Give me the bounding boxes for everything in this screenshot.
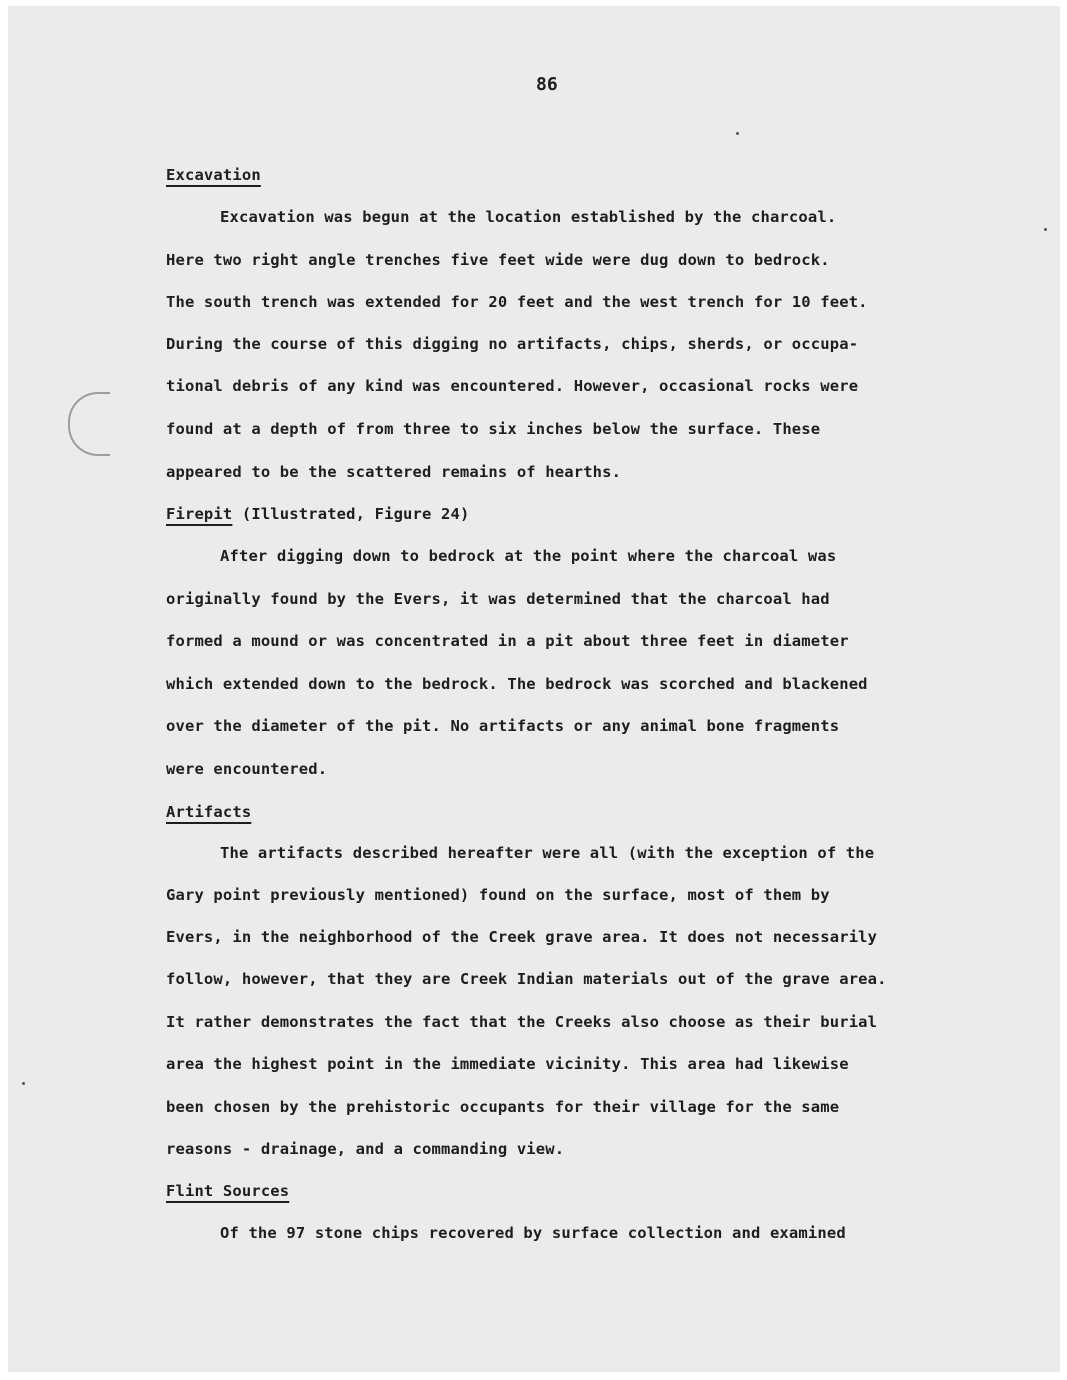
paragraph-line: originally found by the Evers, it was determined that the charcoal had xyxy=(166,590,830,608)
paragraph-line: follow, however, that they are Creek Indian materials out of the grave area. xyxy=(166,970,887,988)
heading-flint-sources: Flint Sources xyxy=(166,1182,290,1200)
paragraph-line: Here two right angle trenches five feet wide were dug down to bedrock. xyxy=(166,251,830,269)
paragraph-line: over the diameter of the pit. No artifacts or any animal bone fragments xyxy=(166,717,840,735)
paragraph-line: Evers, in the neighborhood of the Creek grave area. It does not necessarily xyxy=(166,928,878,946)
heading-firepit: Firepit xyxy=(166,505,233,523)
paragraph-line: After digging down to bedrock at the point where the charcoal was xyxy=(220,547,837,565)
paper-speck xyxy=(736,132,739,135)
figure-reference: (Illustrated, Figure 24) xyxy=(232,505,470,523)
paragraph-line: Gary point previously mentioned) found on the surface, most of them by xyxy=(166,886,830,904)
heading-artifacts: Artifacts xyxy=(166,803,252,821)
paragraph-line: Of the 97 stone chips recovered by surface collection and examined xyxy=(220,1224,846,1242)
paper-speck xyxy=(22,1082,25,1085)
paragraph-line: tional debris of any kind was encountered. However, occasional rocks were xyxy=(166,377,859,395)
paragraph-line: It rather demonstrates the fact that the Creeks also choose as their burial xyxy=(166,1013,878,1031)
paragraph-line: were encountered. xyxy=(166,760,328,778)
document-page xyxy=(8,6,1060,1372)
paragraph-line: appeared to be the scattered remains of hearths. xyxy=(166,463,622,481)
paragraph-line: found at a depth of from three to six inches below the surface. These xyxy=(166,420,821,438)
paragraph-line: been chosen by the prehistoric occupants for their village for the same xyxy=(166,1098,840,1116)
paragraph-line: The south trench was extended for 20 feet and the west trench for 10 feet. xyxy=(166,293,868,311)
paragraph-line: which extended down to the bedrock. The bedrock was scorched and blackened xyxy=(166,675,868,693)
paragraph-line: area the highest point in the immediate vicinity. This area had likewise xyxy=(166,1055,849,1073)
paragraph-line: Excavation was begun at the location established by the charcoal. xyxy=(220,208,837,226)
margin-pencil-mark xyxy=(68,392,110,456)
heading-excavation: Excavation xyxy=(166,166,261,184)
heading-firepit-line xyxy=(166,505,469,523)
paper-speck xyxy=(1044,228,1047,231)
paragraph-line: During the course of this digging no artifacts, chips, sherds, or occupa- xyxy=(166,335,859,353)
paragraph-line: The artifacts described hereafter were all (with the exception of the xyxy=(220,844,875,862)
paragraph-line: reasons - drainage, and a commanding view. xyxy=(166,1140,565,1158)
paragraph-line: formed a mound or was concentrated in a pit about three feet in diameter xyxy=(166,632,849,650)
page-number: 86 xyxy=(536,74,558,95)
